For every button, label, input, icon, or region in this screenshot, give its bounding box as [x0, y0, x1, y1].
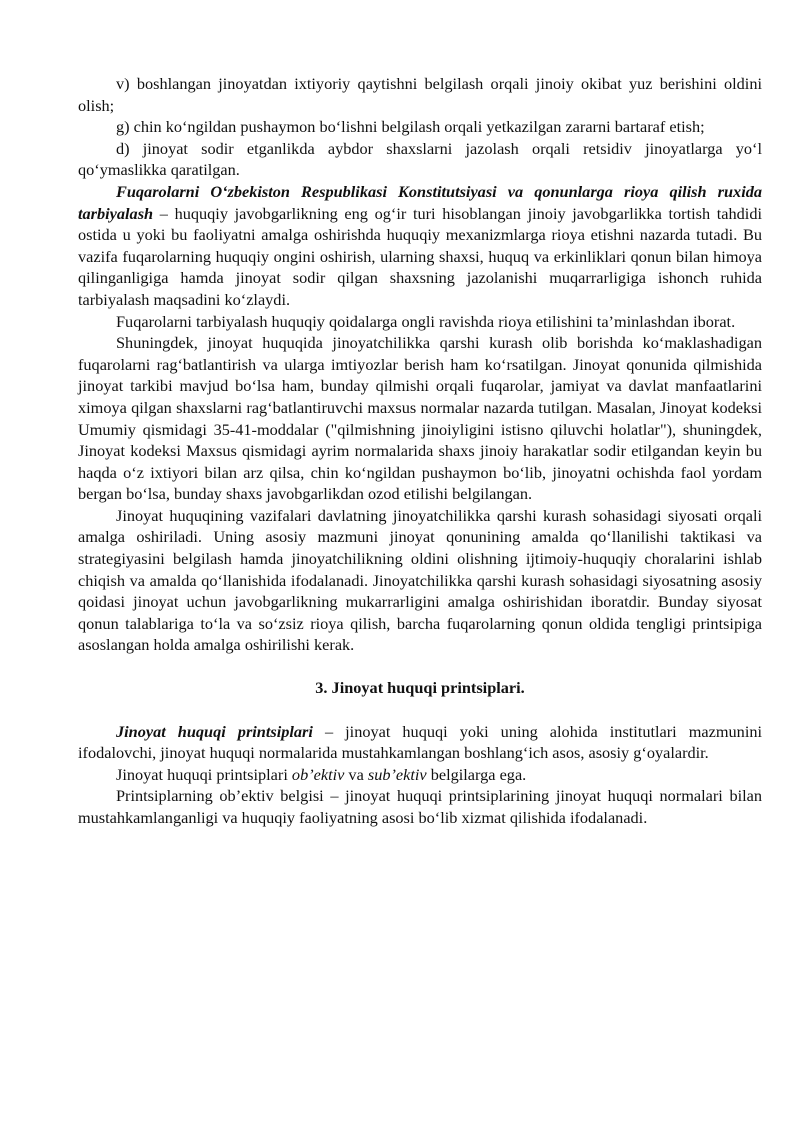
paragraph-citizen-education: [78, 181, 762, 311]
paragraph-education-definition: Fuqarolarni tarbiyalash huquqiy qoidalarga ongli ravishda rioya etilishini ta’minlashdan iborat.: [116, 311, 736, 331]
paragraph-text: – jinoyat huquqi yoki uning alohida institutlari mazmunini ifodalovchi, jinoyat huquqi normalarida mustahkamlangan boshlang‘ich asos, asosiy g‘oyalardir.: [78, 721, 763, 763]
paragraph-text: belgilarga ega.: [426, 764, 527, 784]
paragraph-text: va: [344, 764, 368, 784]
paragraph-objective-feature: Printsiplarning ob’ektiv belgisi – jinoyat huquqi printsiplarining jinoyat huquqi normalari bilan mustahkamlanganligi va huquqiy faoliyatning asosi bo‘lib xizmat qilishida ifodalanadi.: [78, 786, 762, 827]
list-item-v: v) boshlangan jinoyatdan ixtiyoriy qaytishni belgilash orqali jinoiy okibat yuz berishini oldini olish;: [78, 74, 762, 115]
emphasized-term: Fuqarolarni O‘zbekiston Respublikasi Konstitutsiyasi va qonunlarga rioya qilish ruxida tarbiyalash: [78, 181, 762, 223]
paragraph-principles-definition: [78, 721, 762, 764]
list-item-g: g) chin ko‘ngildan pushaymon bo‘lishni belgilash orqali yetkazilgan zararni bartaraf etish;: [116, 117, 705, 137]
paragraph-policy: Jinoyat huquqining vazifalari davlatning jinoyatchilikka qarshi kurash sohasidagi siyosati orqali amalga oshiriladi. Uning asosiy mazmuni jinoyat qonunining amalda qo‘llanilishi taktikasi va strategiyasini belgilash hamda jinoyatchilikning oldini olishning ijtimoiy-huquqiy choralarini ishlab chiqish va amalda qo‘llanishida ifodalanadi. Jinoyatchilikka qarshi kurash sohasidagi siyosatning asosiy qoidasi jinoyat uchun javobgarlikning mukarrarligini amalga oshirishidan iboratdir. Bunday siyosat qonun talablariga to‘la va so‘zsiz rioya qilish, barcha fuqarolarning qonun oldida tengligi printsipiga asoslangan holda amalga oshirilishi kerak.: [78, 505, 762, 655]
section-heading: 3. Jinoyat huquqi printsiplari.: [315, 678, 525, 698]
paragraph-text: – huquqiy javobgarlikning eng og‘ir turi hisoblangan jinoiy javobgarlikka tortish tahdidi ostida u yoki bu faoliyatni amalga oshirishda huquqiy mexanizmlarga rioya etishni nazarda tutadi. Bu vazifa fuqarolarning huquqiy ongini oshirish, ularning shaxsi, huquq va erkinliklari qonun bilan himoya qilinganligiga hamda jinoyat sodir qilgan shaxsning jazolanishi muqarrarligiga ishonch ruhida tarbiyalash maqsadini ko‘zlaydi.: [78, 203, 762, 309]
paragraph-principles-features: [78, 764, 762, 786]
italic-term-subjective: sub’ektiv: [367, 764, 427, 784]
paragraph-encouragement: Shuningdek, jinoyat huquqida jinoyatchilikka qarshi kurash olib borishda ko‘maklashadigan fuqarolarni rag‘batlantirish va ularga imtiyozlar berish ham ko‘rsatilgan. Jinoyat qonunida qilmishida jinoyat tarkibi mavjud bo‘lsa ham, bunday qilmishi orqali fuqarolar, jamiyat va davlat manfaatlarini ximoya qilgan shaxslarni rag‘batlantiruvchi maxsus normalar nazarda tutilgan. Masalan, Jinoyat kodeksi Umumiy qismidagi 35-41-moddalar ("qilmishning jinoiyligini istisno qiluvchi holatlar"), shuningdek, Jinoyat kodeksi Maxsus qismidagi ayrim normalarida shaxs jinoiy harakatlar sodir etilgandan keyin bu haqda o‘z ixtiyori bilan arz qilsa, chin ko‘ngildan pushaymon bo‘lib, jinoyatni ochishda faol yordam bergan bo‘lsa, bunday shaxs javobgarlikdan ozod etilishi belgilangan.: [78, 333, 762, 504]
list-item-d: d) jinoyat sodir etganlikda aybdor shaxslarni jazolash orqali retsidiv jinoyatlarga yo‘l qo‘ymaslikka qaratilgan.: [78, 138, 762, 180]
paragraph-text: Jinoyat huquqi printsiplari: [116, 764, 292, 784]
italic-term-objective: ob’ektiv: [291, 764, 345, 784]
document-page: [78, 73, 762, 829]
emphasized-term: Jinoyat huquqi printsiplari: [116, 721, 313, 741]
